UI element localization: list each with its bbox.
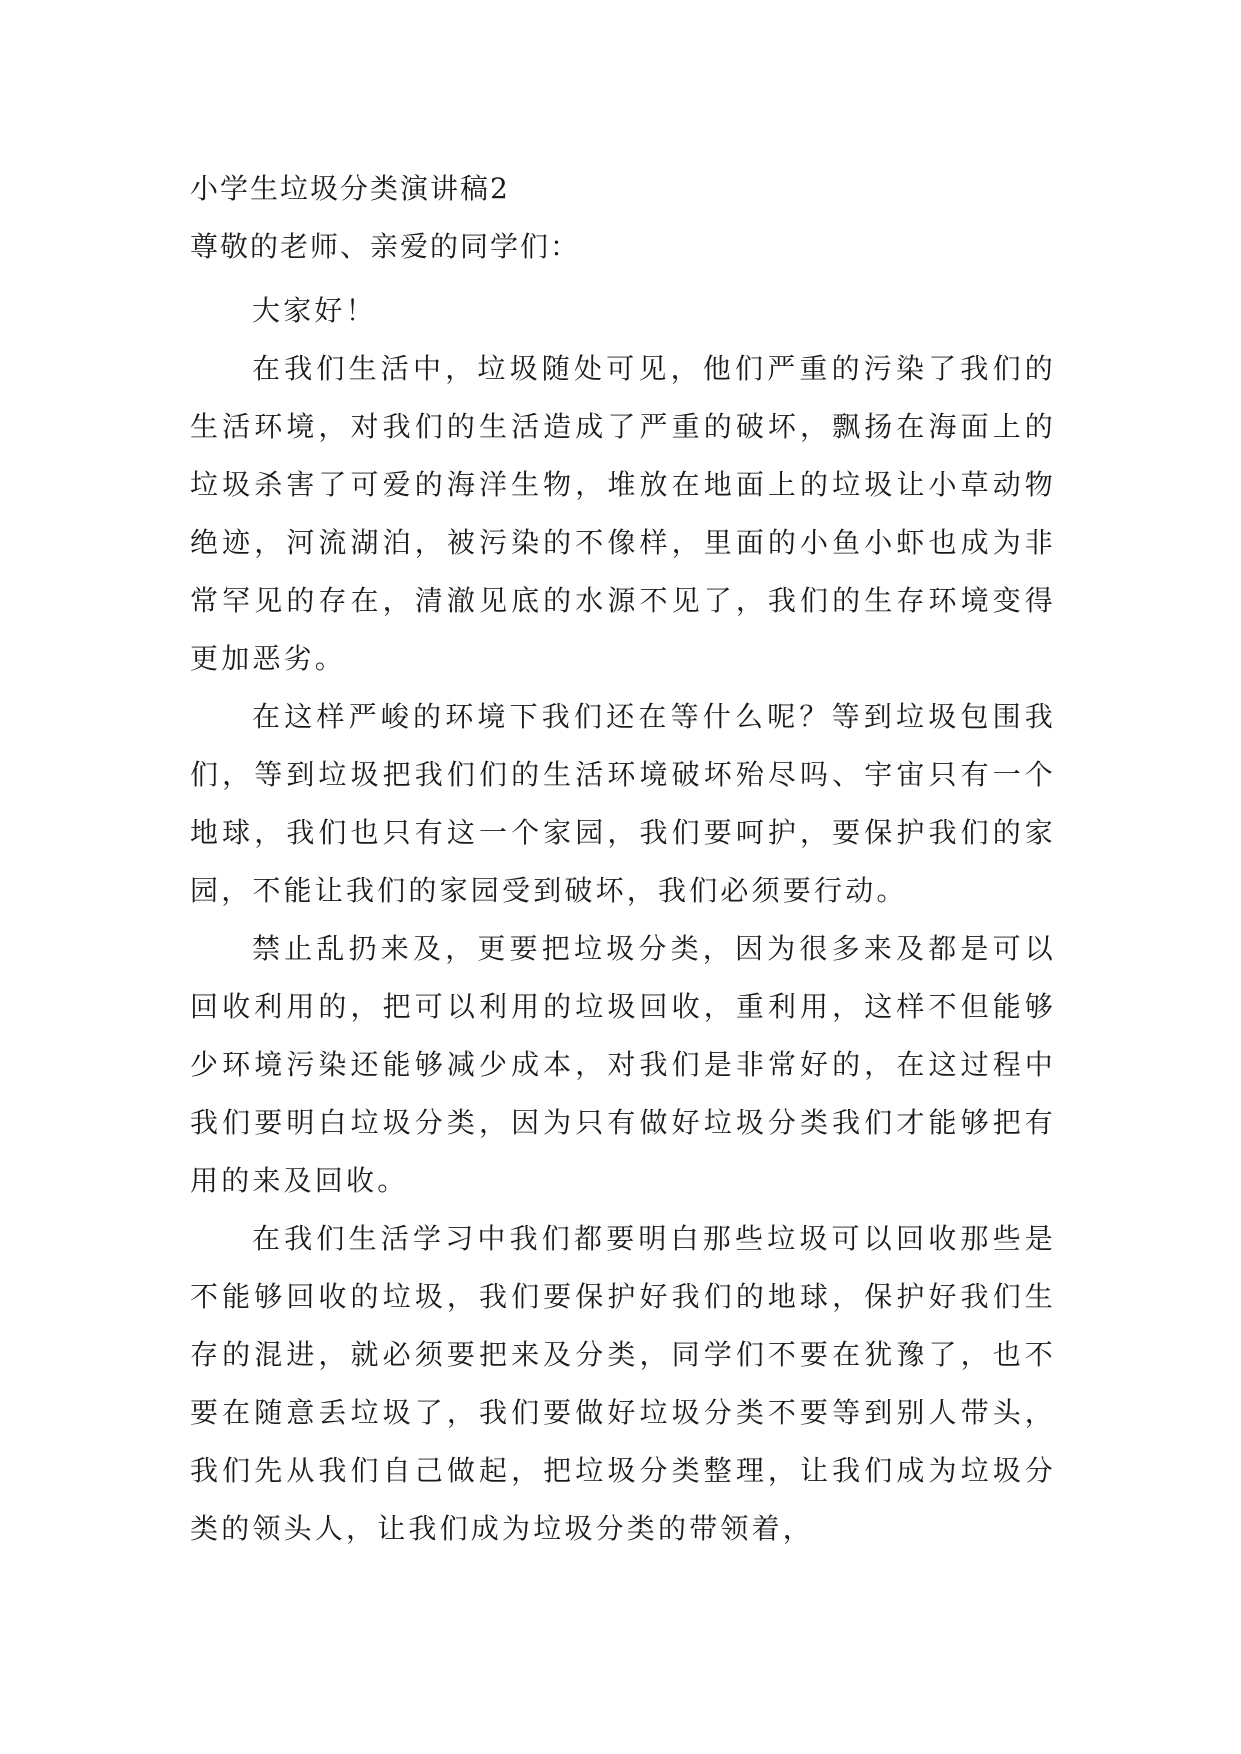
document-page — [190, 160, 1056, 1558]
document-title: 小学生垃圾分类演讲稿2 — [190, 172, 510, 205]
paragraph-1: 在我们生活中，垃圾随处可见，他们严重的污染了我们的生活环境，对我们的生活造成了严重的破坏，飘扬在海面上的垃圾杀害了可爱的海洋生物，堆放在地面上的垃圾让小草动物绝迹，河流湖泊，被污染的不像样，里面的小鱼小虾也成为非常罕见的存在，清澈见底的水源不见了，我们的生存环境变得更加恶劣。 — [190, 352, 1056, 675]
salutation: 尊敬的老师、亲爱的同学们： — [190, 230, 581, 263]
greeting: 大家好！ — [252, 294, 377, 327]
paragraph-4: 在我们生活学习中我们都要明白那些垃圾可以回收那些是不能够回收的垃圾，我们要保护好我们的地球，保护好我们生存的混进，就必须要把来及分类，同学们不要在犹豫了，也不要在随意丢垃圾了，我们要做好垃圾分类不要等到别人带头，我们先从我们自己做起，把垃圾分类整理，让我们成为垃圾分类的领头人，让我们成为垃圾分类的带领着， — [190, 1222, 1056, 1545]
paragraph-3: 禁止乱扔来及，更要把垃圾分类，因为很多来及都是可以回收利用的，把可以利用的垃圾回收，重利用，这样不但能够少环境污染还能够减少成本，对我们是非常好的，在这过程中我们要明白垃圾分类，因为只有做好垃圾分类我们才能够把有用的来及回收。 — [190, 932, 1056, 1197]
paragraph-2: 在这样严峻的环境下我们还在等什么呢？等到垃圾包围我们，等到垃圾把我们们的生活环境破坏殆尽吗、宇宙只有一个地球，我们也只有这一个家园，我们要呵护，要保护我们的家园，不能让我们的家园受到破坏，我们必须要行动。 — [190, 700, 1056, 907]
